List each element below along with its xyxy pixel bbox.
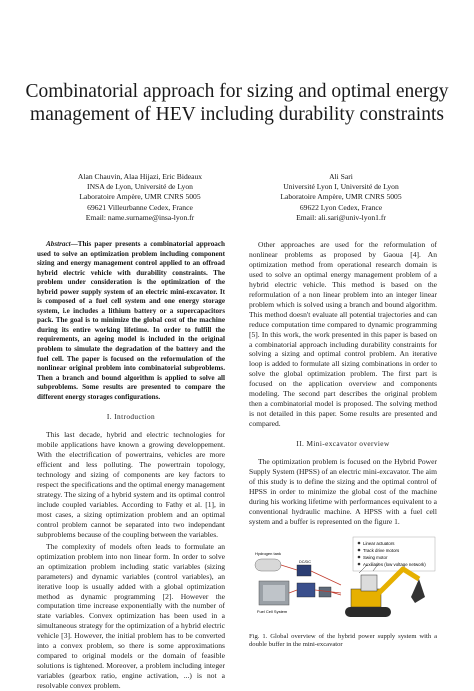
section-heading-introduction: I. Introduction [106,412,156,422]
paper-title: Combinatorial approach for sizing and optimal energy management of HEV including durability constraints [25,81,449,125]
author-affiliation: Université Lyon I, Université de Lyon [283,182,399,192]
author-block-left [40,172,240,223]
author-affiliation: 69621 Villeurbanne Cedex, France [87,202,193,212]
fuel-cell-core [263,585,285,601]
left-column [37,240,225,691]
legend-item: Track drive motors [363,547,400,553]
author-affiliation: 69622 Lyon Cedex, France [299,202,383,212]
abstract [37,240,225,402]
paragraph: The complexity of models often leads to formulate an optimization problem into non linear form. In order to solve an optimization problem including static variables (sizing parameters) and dynamic variables (control variables), an iterative loop is usually added with a global optimization method as dynamic programming [2]. However the computation time increase exponentially with the number of state variables. Convex optimization has been used in a simultaneous strategy for the optimization of a hybrid electric vehicle [3]. However, the initial problem has to be converted into a convex problem, so there is some approximations compared to original models or the domain of feasible solutions is tightened. Moreover, a problem including integer variables (gearbox ratio, engine activation, ...) is not a resolvable convex problem. [37,541,225,691]
paragraph: This last decade, hybrid and electric technologies for mobile applications have known a growing developpement. With the electrification of powertrains, vehicles are more efficient and less polluting. The powertrain topology, technology and sizing of components are key factors to respect the specifications and the optimal energy management strategy. The sizing of a hybrid system and its optimal control include coupled variables. According to Fathy et al. [1], in most cases, a sizing optimization problem and an optimal control problem cannot be separated into two independant subproblems because of the coupling between the variables. [37,430,225,539]
author-email: Email: ali.sari@univ-lyon1.fr [296,212,386,222]
legend-bullet [358,562,361,565]
paragraph: Other approaches are used for the reformulation of nonlinear problems as proposed by Gaoua [4]. An optimization method from operational research domain is used to solve an optimal energy management problem of a hybrid electric vehicle. This method is based on the reformulation of a non linear problem into an integer linear problem which is solved using a branch and bound algorithm. This method doesn't evaluate all potential trajectories and can reduce computation time compared to dynamic programming [5]. In this work, the work presented in this paper is based on a combinatorial approach including durability constraints for solving a sizing and optimal control problem. An iterative loop is added to formulate all sizing combinations in order to solve the global optimization problem. The first part is focused on the application overview and components modeling. The second part describes the original problem then a combinatorial model is proposed. The solving method is not detailed in this paper. Some results are presented and compared. [249,240,437,429]
section-heading-mini-excavator: II. Mini-excavator overview [296,439,390,449]
figure-1 [249,535,437,629]
supercapacitor-pack [319,587,331,597]
author-email: Email: name.surname@insa-lyon.fr [85,212,195,222]
paragraph: The optimization problem is focused on the Hybrid Power Supply System (HPSS) of an electric mini-excavator. The aim of this study is to define the sizing and the optimal control of HPSS in order to minimize the global cost of the machine during his working lifetime with performances equivalent to a conventional hydraulic machine. A HPSS with a fuel cell system and a buffer is represented on the figure 1. [249,457,437,526]
author-names: Alan Chauvin, Alaa Hijazi, Eric Bideaux [77,172,203,181]
legend-item: Swing motor [363,554,388,560]
excavator-boom [379,569,419,593]
excavator-body [351,589,381,607]
author-affiliation: Laboratoire Ampère, UMR CNRS 5005 [280,192,402,202]
hpss-diagram [249,535,437,629]
tank-label: Hydrogen tank [255,550,282,556]
excavator-bucket [411,579,425,603]
author-names: Ali Sari [329,172,353,181]
fuel-cell-label: Fuel Cell System [257,608,288,614]
excavator-cab [361,575,377,591]
legend-item: Linear actuators [363,540,395,546]
legend-bullet [358,555,361,558]
excavator-tracks [345,607,391,617]
dcdc-label: DC/DC [299,559,312,564]
author-affiliation: INSA de Lyon, Université de Lyon [87,182,193,192]
hydrogen-tank [255,559,281,571]
dcdc-converter [297,565,311,576]
legend-item: Auxiliaries (low voltage network) [363,561,426,567]
author-affiliation: Laboratoire Ampère, UMR CNRS 5005 [79,192,201,202]
battery-pack [297,583,315,597]
abstract-text: —This paper presents a combinatorial approach used to solve an optimization problem including component sizing and energy management control applied to an offroad hybrid electric vehicle with durability constraints. The problem under consideration is the optimization of the hybrid power supply system of an electric mini-excavator. It is composed of a fuel cell system and one energy storage system, i.e includes a lithium battery or a supercapacitors pack. The goal is to minimize the global cost of the machine during its entire working lifetime. In order to fulfill the requirements, an ageing model is included in the original problem to simulate the degradation of the battery and the fuel cell. The paper is focused on the reformulation of the nonlinear original problem into combinatorial subproblems. Then a branch and bound algorithm is applied to solve all subproblems. Some results are presented to compare the different energy storages configurations. [37,240,225,401]
figure-caption: Fig. 1. Global overview of the hybrid power supply system with a double buffer in the mini-excavator [249,632,437,649]
right-column [249,240,437,650]
legend-bullet [358,541,361,544]
abstract-label: Abstract [46,240,71,248]
legend-bullet [358,548,361,551]
author-block-right [241,172,441,223]
